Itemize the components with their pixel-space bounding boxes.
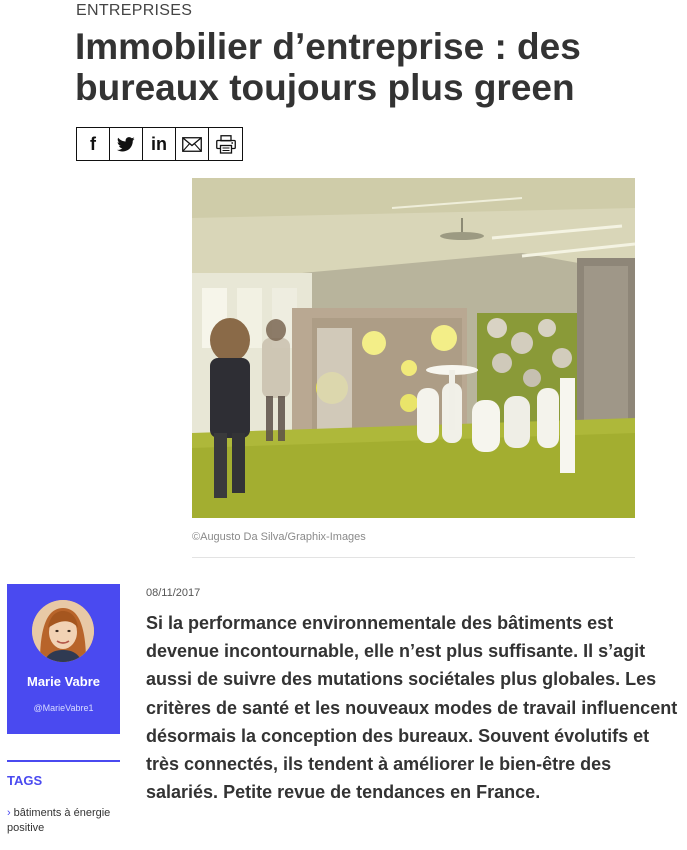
email-icon xyxy=(182,137,202,152)
office-photo xyxy=(192,178,635,518)
author-handle[interactable]: @MarieVabre1 xyxy=(33,703,94,713)
author-photo xyxy=(32,600,94,662)
category-label[interactable]: ENTREPRISES xyxy=(76,2,193,19)
share-linkedin-button[interactable] xyxy=(143,128,176,160)
article-title: Immobilier d’entreprise : des bureaux toujours plus green xyxy=(75,26,581,108)
author-card[interactable] xyxy=(7,584,120,734)
article-hero-image xyxy=(192,178,635,518)
print-icon xyxy=(216,135,236,154)
twitter-icon xyxy=(117,137,135,152)
share-facebook-button[interactable] xyxy=(77,128,110,160)
tag-label: bâtiments à énergie positive xyxy=(7,807,111,834)
caption-divider xyxy=(192,557,635,558)
article-date: 08/11/2017 xyxy=(146,587,201,599)
linkedin-icon: in xyxy=(151,134,167,154)
article-lead: Si la performance environnementale des bâtiments est devenue incontournable, elle n’est plus suffisante. Il s’agit aussi de suivre des mutations sociétales plus globales. Les critères de santé et les nouveaux modes de travail influencent désormais la conception des bureaux. Souvent évolutifs et très connectés, ils tendent à améliorer le bien-être des salariés. Petite revue de tendances en France. xyxy=(146,613,678,803)
share-twitter-button[interactable] xyxy=(110,128,143,160)
print-button[interactable] xyxy=(209,128,242,160)
share-email-button[interactable] xyxy=(176,128,209,160)
image-caption: ©Augusto Da Silva/Graphix-Images xyxy=(192,531,366,543)
avatar xyxy=(32,600,94,662)
facebook-icon: f xyxy=(90,134,96,154)
tags-heading: TAGS xyxy=(7,773,43,788)
chevron-right-icon: › xyxy=(7,807,11,819)
share-bar xyxy=(76,127,243,161)
author-name[interactable]: Marie Vabre xyxy=(27,674,100,689)
tags-divider xyxy=(7,760,120,762)
tag-link[interactable] xyxy=(7,806,122,836)
